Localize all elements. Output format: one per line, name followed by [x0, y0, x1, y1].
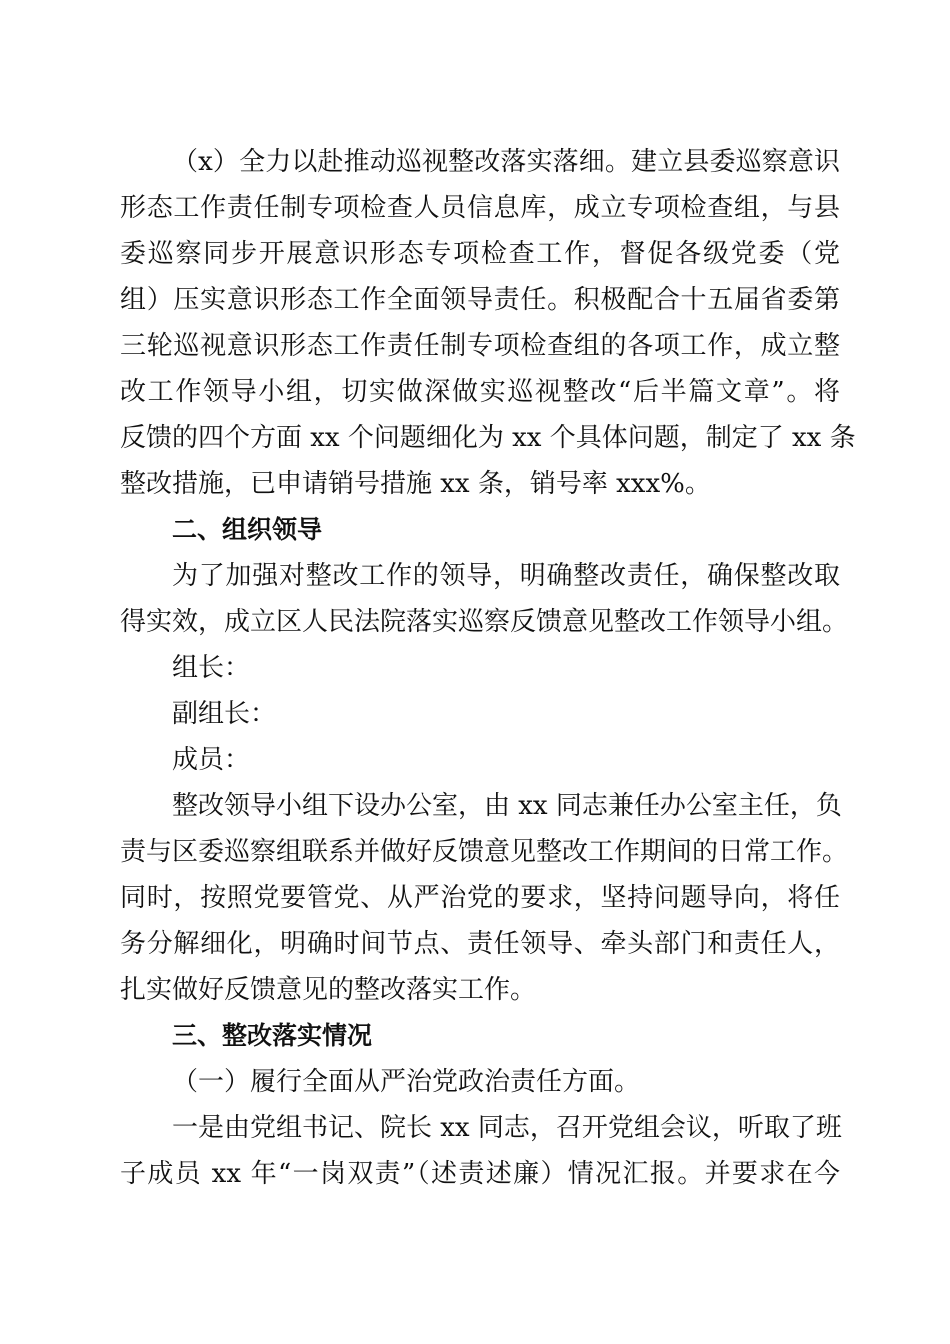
- paragraph-1-line-8: 整改措施，已申请销号措施 xx 条，销号率 xxx%。: [120, 469, 711, 499]
- paragraph-3-line-2: 责与区委巡察组联系并做好反馈意见整改工作期间的日常工作。: [120, 837, 849, 867]
- paragraph-3-line-4: 务分解细化，明确时间节点、责任领导、牵头部门和责任人，: [120, 929, 840, 959]
- paragraph-3-line-3: 同时，按照党要管党、从严治党的要求，坚持问题导向，将任: [120, 883, 840, 913]
- paragraph-2-line-2: 得实效，成立区人民法院落实巡察反馈意见整改工作领导小组。: [120, 607, 849, 637]
- paragraph-1-line-6: 改工作领导小组，切实做深做实巡视整改“后半篇文章”。将: [120, 377, 840, 407]
- paragraph-2-line-1: 为了加强对整改工作的领导，明确整改责任，确保整改取: [172, 561, 840, 591]
- leader-label: 组长：: [172, 653, 251, 683]
- section-heading-rectification: 三、整改落实情况: [172, 1021, 373, 1050]
- section-heading-organization: 二、组织领导: [172, 515, 323, 544]
- paragraph-1-line-3: 委巡察同步开展意识形态专项检查工作，督促各级党委（党: [120, 239, 840, 269]
- paragraph-1-line-5: 三轮巡视意识形态工作责任制专项检查组的各项工作，成立整: [120, 331, 840, 361]
- paragraph-3-line-1: 整改领导小组下设办公室，由 xx 同志兼任办公室主任，负: [172, 791, 842, 821]
- paragraph-4-line-1: 一是由党组书记、院长 xx 同志，召开党组会议，听取了班: [172, 1113, 842, 1143]
- paragraph-1-line-7: 反馈的四个方面 xx 个问题细化为 xx 个具体问题，制定了 xx 条: [120, 423, 856, 453]
- paragraph-4-line-2: 子成员 xx 年“一岗双责”（述责述廉）情况汇报。并要求在今: [120, 1159, 840, 1189]
- paragraph-1-line-2: 形态工作责任制专项检查人员信息库，成立专项检查组，与县: [120, 193, 840, 223]
- deputy-leader-label: 副组长：: [172, 699, 277, 729]
- paragraph-1-line-4: 组）压实意识形态工作全面领导责任。积极配合十五届省委第: [120, 285, 840, 315]
- paragraph-3-line-5: 扎实做好反馈意见的整改落实工作。: [120, 975, 537, 1005]
- members-label: 成员：: [172, 745, 251, 775]
- subheading-political-responsibility: （一）履行全面从严治党政治责任方面。: [172, 1067, 641, 1097]
- paragraph-1-line-1: （x）全力以赴推动巡视整改落实落细。建立县委巡察意识: [172, 147, 840, 177]
